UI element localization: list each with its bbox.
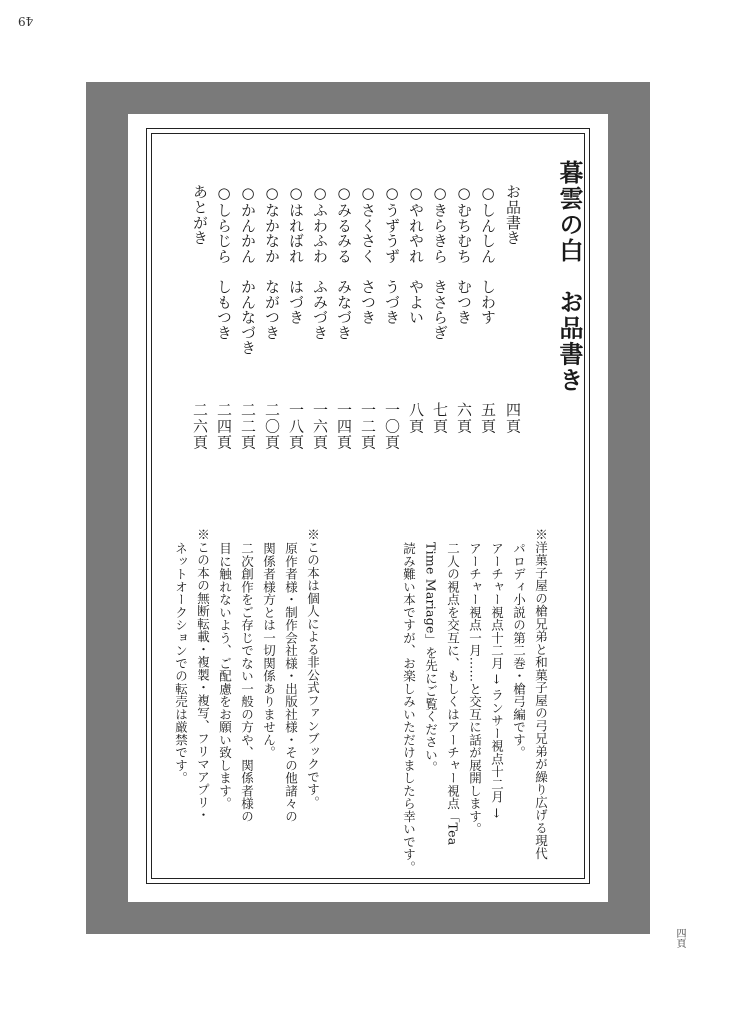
toc-heading: お品書き — [504, 184, 522, 246]
toc-item: ○しらじら しもつき — [215, 184, 233, 340]
toc-item-page: 一四頁 — [335, 402, 353, 451]
toc-item-page: 八頁 — [407, 402, 425, 435]
note-line: Time Mariage」を先にご覧ください。 — [423, 542, 439, 774]
toc-item: ○きらきら きさらぎ — [431, 184, 449, 340]
note-line: ※この本は個人による非公式ファンブックです。 — [305, 528, 321, 809]
toc-item-page: 六頁 — [455, 402, 473, 435]
toc-item: ○はればれ はづき — [287, 184, 305, 325]
toc-item-page: 一六頁 — [311, 402, 329, 451]
toc-item: ○かんかん かんなづき — [239, 184, 257, 356]
top-page-number: 49 — [18, 14, 34, 28]
toc-item: ○うずうず うづき — [383, 184, 401, 325]
toc-item-page: 七頁 — [431, 402, 449, 435]
bottom-page-number: 四頁 — [674, 928, 685, 948]
note-line: パロディ小説の第二巻・槍弓編です。 — [511, 542, 527, 759]
toc-item: ○ふわふわ ふみづき — [311, 184, 329, 340]
note-line: ネットオークションでの転売は厳禁です。 — [173, 542, 189, 785]
toc-item: あとがき — [191, 184, 209, 246]
toc-item-page: 二六頁 — [191, 402, 209, 451]
toc-item: ○しんしん しわす — [479, 184, 497, 325]
toc-item-page: 一二頁 — [359, 402, 377, 451]
toc-item-page: 五頁 — [479, 402, 497, 435]
toc-item-page: 二〇頁 — [263, 402, 281, 451]
toc-item-page: 二四頁 — [215, 402, 233, 451]
note-line: 読み難い本ですが、お楽しみいただけましたら幸いです。 — [401, 542, 417, 874]
note-line: 二人の視点を交互に、もしくはアーチャー視点「Tea — [445, 542, 461, 846]
note-line: アーチャー視点十二月 → ランサー視点十二月 → — [489, 542, 505, 819]
note-line: アーチャー視点一月……と交互に話が展開します。 — [467, 542, 483, 836]
toc-item-page: 一八頁 — [287, 402, 305, 451]
note-line: 原作者様・制作会社様・出版社様・その他諸々の — [283, 542, 299, 823]
toc-item: ○やれやれ やよい — [407, 184, 425, 325]
toc-item: ○みるみる みなづき — [335, 184, 353, 340]
note-line: ※洋菓子屋の槍兄弟と和菓子屋の弓兄弟が繰り広げる現代 — [533, 528, 549, 860]
toc-heading-page: 四頁 — [504, 402, 522, 435]
toc-item: ○さくさく さつき — [359, 184, 377, 325]
toc-item: ○むちむち むつき — [455, 184, 473, 325]
toc-item-page: 二二頁 — [239, 402, 257, 451]
note-line: 関係者様方とは一切関係ありません。 — [261, 542, 277, 759]
note-line: 二次創作をご存じでない一般の方や、関係者様の — [239, 542, 255, 823]
toc-item-page: 一〇頁 — [383, 402, 401, 451]
page-title: 暮雲の白 お品書き — [555, 160, 584, 394]
note-line: ※この本の無断転載・複製・複写、フリマアプリ・ — [195, 528, 211, 822]
note-line: 目に触れないよう、ご配慮をお願い致します。 — [217, 542, 233, 810]
toc-item: ○なかなか ながつき — [263, 184, 281, 340]
